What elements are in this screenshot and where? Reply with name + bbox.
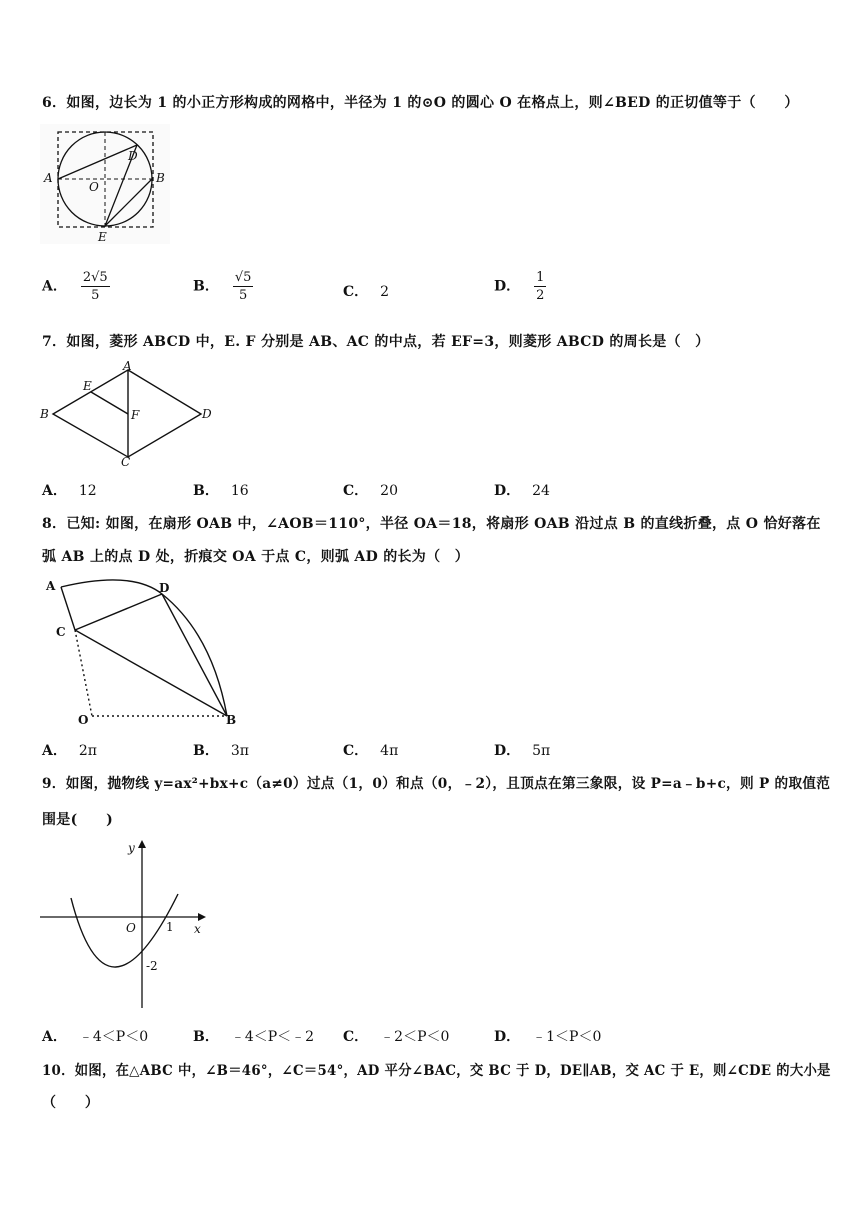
q7-label-f: F (131, 408, 140, 422)
q8-option-a[interactable] (42, 740, 97, 760)
q9-option-a[interactable] (42, 1026, 148, 1046)
q7-option-d[interactable] (494, 480, 550, 500)
q9-figure (38, 836, 213, 1014)
q6-option-a-numerator: 2√5 (82, 270, 108, 285)
q7-option-a-value: 12 (78, 483, 97, 499)
q7-option-a-letter: A． (42, 483, 67, 499)
q7-option-b-letter: B． (193, 483, 219, 499)
q8-option-c[interactable] (343, 740, 398, 760)
q9-option-c-letter: C． (343, 1029, 369, 1045)
q6-option-b-fraction (233, 270, 254, 303)
q6-option-a-fraction (81, 270, 110, 303)
q8-label-a: A (46, 579, 56, 593)
q8-label-o: O (78, 713, 89, 727)
q7-label-c: C (121, 455, 131, 468)
q8-option-d-value: 5π (532, 743, 551, 759)
q9-option-d[interactable] (494, 1026, 601, 1046)
q7-figure (38, 360, 213, 468)
q9-label-one: 1 (166, 920, 174, 934)
q9-option-c[interactable] (343, 1026, 449, 1046)
question-10-line-2: （ ） (42, 1095, 100, 1111)
q9-label-x: x (194, 922, 201, 936)
q6-option-d-letter: D． (494, 278, 521, 295)
q7-option-a[interactable] (42, 480, 97, 500)
q6-option-d-denominator: 2 (536, 288, 545, 303)
q9-option-d-letter: D． (494, 1029, 521, 1045)
q7-label-e: E (83, 379, 92, 393)
q7-label-d: D (202, 407, 212, 421)
q9-option-c-value: ﹣2＜P＜0 (380, 1029, 450, 1045)
q6-label-o: O (89, 180, 99, 194)
q6-option-b[interactable] (193, 270, 253, 303)
q9-label-o: O (126, 921, 136, 935)
q8-option-a-letter: A． (42, 743, 67, 759)
q6-option-a-letter: A． (42, 278, 67, 295)
q8-option-a-value: 2π (78, 743, 97, 759)
q6-option-d-numerator: 1 (536, 270, 545, 285)
q8-option-d[interactable] (494, 740, 550, 760)
question-9-line-2: 围是( ) (42, 812, 114, 828)
question-8-line-2: 弧 AB 上的点 D 处，折痕交 OA 于点 C，则弧 AD 的长为（ ） (42, 549, 470, 565)
q9-option-b-letter: B． (193, 1029, 219, 1045)
q7-option-c-letter: C． (343, 483, 369, 499)
q7-label-a: A (123, 360, 132, 373)
q6-label-e: E (98, 230, 107, 244)
q9-option-a-letter: A． (42, 1029, 67, 1045)
q7-option-b-value: 16 (230, 483, 249, 499)
q7-label-b: B (40, 407, 49, 421)
q7-option-c[interactable] (343, 480, 398, 500)
question-9-line-1: 9．如图，抛物线 y=ax²+bx+c（a≠0）过点（1，0）和点（0，﹣2），且顶点在第三象限，设 P=a﹣b+c，则 P 的取值范 (42, 776, 831, 792)
q7-option-d-letter: D． (494, 483, 521, 499)
q8-option-b[interactable] (193, 740, 249, 760)
q6-label-a: A (44, 171, 53, 185)
q6-option-d[interactable] (494, 270, 546, 303)
q9-option-d-value: ﹣1＜P＜0 (532, 1029, 602, 1045)
q9-option-b[interactable] (193, 1026, 314, 1046)
q6-option-a[interactable] (42, 270, 110, 303)
q6-figure (40, 124, 172, 246)
q6-label-d: D (128, 149, 138, 163)
q6-option-b-denominator: 5 (238, 288, 248, 303)
q6-option-b-numerator: √5 (234, 270, 252, 285)
question-10-line-1: 10．如图，在△ABC 中，∠B＝46°，∠C＝54°，AD 平分∠BAC，交 BC 于 D，DE∥AB，交 AC 于 E，则∠CDE 的大小是 (42, 1063, 831, 1079)
q9-label-neg2: -2 (146, 959, 158, 973)
q8-label-b: B (226, 713, 237, 727)
q7-option-d-value: 24 (532, 483, 550, 499)
q8-option-b-letter: B． (193, 743, 219, 759)
q8-label-d: D (159, 581, 170, 595)
q8-option-d-letter: D． (494, 743, 521, 759)
question-7-text: 7．如图，菱形 ABCD 中，E. F 分别是 AB、AC 的中点，若 EF=3，则菱形 ABCD 的周长是（ ） (42, 334, 710, 350)
q7-option-b[interactable] (193, 480, 249, 500)
q6-label-b: B (156, 171, 165, 185)
q6-option-c-value: 2 (380, 284, 390, 300)
q9-label-y: y (128, 841, 135, 855)
q8-option-b-value: 3π (230, 743, 249, 759)
question-6-text: 6．如图，边长为 1 的小正方形构成的网格中，半径为 1 的⊙O 的圆心 O 在格点上，则∠BED 的正切值等于（ ） (42, 95, 799, 111)
q8-option-c-letter: C． (343, 743, 369, 759)
q6-option-c-letter: C． (343, 284, 369, 300)
q8-option-c-value: 4π (380, 743, 399, 759)
q9-option-a-value: ﹣4＜P＜0 (78, 1029, 149, 1045)
q6-option-d-fraction (534, 270, 546, 303)
q7-option-c-value: 20 (380, 483, 398, 499)
q6-option-a-denominator: 5 (91, 288, 100, 303)
q9-option-b-value: ﹣4＜P＜﹣2 (230, 1029, 315, 1045)
q6-option-c[interactable] (343, 281, 389, 301)
question-8-line-1: 8．已知: 如图，在扇形 OAB 中，∠AOB＝110°，半径 OA＝18，将扇形 OAB 沿过点 B 的直线折叠，点 O 恰好落在 (42, 516, 821, 532)
q8-label-c: C (56, 625, 66, 639)
q8-figure (40, 572, 250, 730)
q6-option-b-letter: B． (193, 278, 219, 295)
